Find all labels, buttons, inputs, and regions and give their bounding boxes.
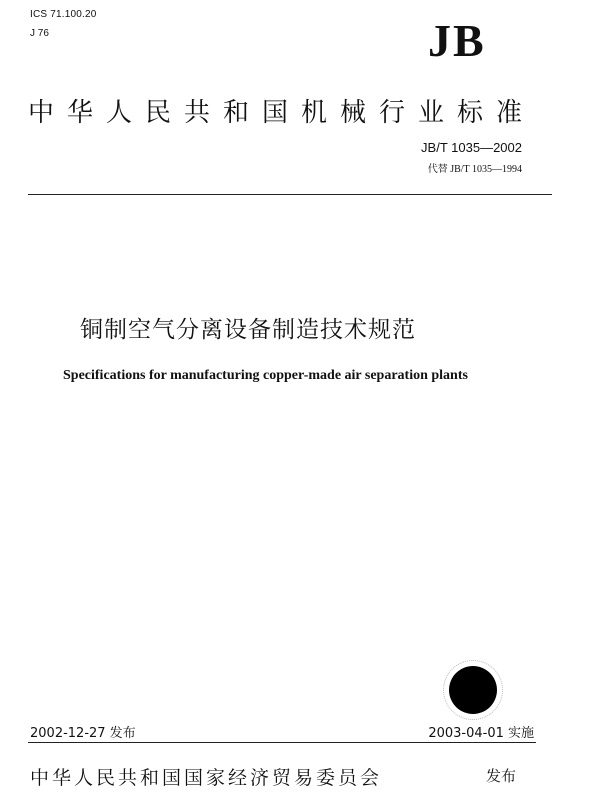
publisher-name: 中华人民共和国国家经济贸易委员会 [30, 767, 383, 789]
implementation-date: 2003-04-01 实施 [428, 726, 534, 741]
issue-date: 2002-12-27 发布 [30, 726, 136, 741]
jb-logo: JB [428, 15, 486, 66]
classification-code: J 76 [30, 28, 49, 39]
footer-divider [28, 742, 536, 743]
publisher-action: 发布 [486, 767, 517, 785]
document-title-chinese: 铜制空气分离设备制造技术规范 [80, 317, 416, 343]
replaces-standard: 代替 JB/T 1035—1994 [427, 164, 522, 175]
ics-code: ICS 71.100.20 [30, 9, 97, 20]
official-seal-icon [449, 666, 497, 714]
standard-number: JB/T 1035—2002 [421, 140, 522, 155]
industry-standard-title: 中华人民共和国机械行业标准 [28, 98, 536, 128]
document-title-english: Specifications for manufacturing copper-made air separation plants [63, 368, 468, 383]
header-divider [28, 194, 552, 195]
